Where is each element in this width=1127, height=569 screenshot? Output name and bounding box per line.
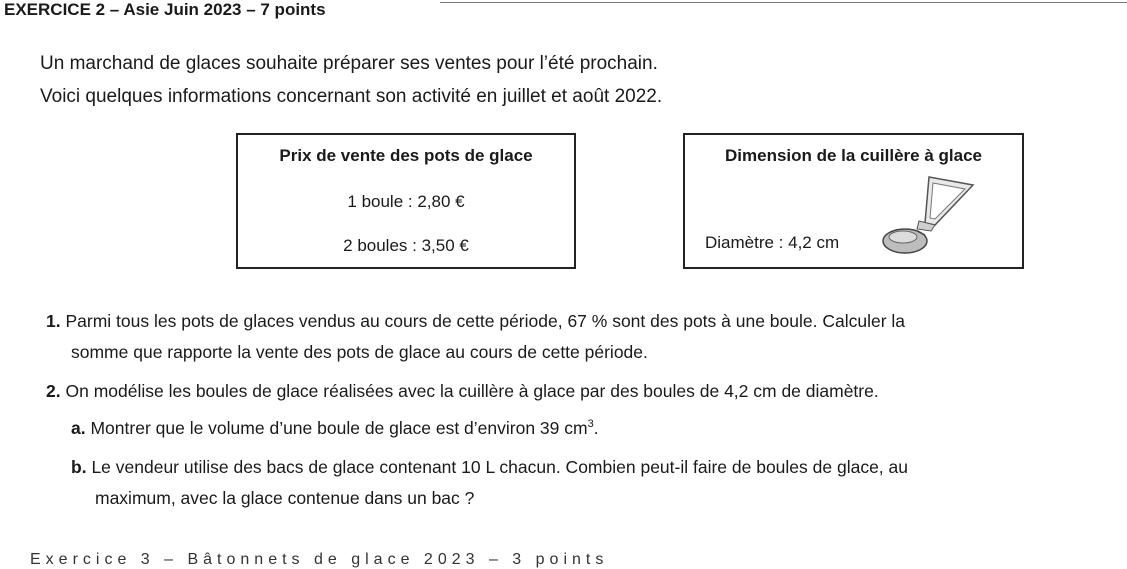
header-rule (440, 2, 1127, 3)
question-2-number: 2. (46, 381, 61, 401)
question-2a-exponent: 3 (587, 418, 594, 431)
question-2a (71, 418, 599, 439)
intro-line-2: Voici quelques informations concernant son activité en juillet et août 2022. (40, 86, 663, 107)
question-2b-continued: maximum, avec la glace contenue dans un bac ? (95, 488, 475, 508)
question-2a-end: . (593, 418, 599, 438)
ice-cream-scoop-icon (873, 173, 983, 259)
scoop-box-title: Dimension de la cuillère à glace (725, 146, 982, 165)
question-2 (46, 381, 879, 402)
question-1-text: Parmi tous les pots de glaces vendus au cours de cette période, 67 % sont des pots à une boule. Calculer la (65, 311, 906, 331)
next-exercise-cut-off (0, 551, 1127, 568)
question-2a-label: a. (71, 418, 86, 438)
question-2b-text: Le vendeur utilise des bacs de glace contenant 10 L chacun. Combien peut-il faire de boules de glace, au (91, 457, 908, 477)
question-2-text: On modélise les boules de glace réalisées avec la cuillère à glace par des boules de 4,2 cm de diamètre. (65, 381, 879, 401)
price-one-scoop: 1 boule : 2,80 € (347, 192, 465, 211)
next-exercise-title: Exercice 3 – Bâtonnets de glace 2023 – 3 points (30, 551, 609, 568)
price-two-scoops: 2 boules : 3,50 € (343, 236, 469, 255)
scoop-diameter: Diamètre : 4,2 cm (705, 233, 840, 252)
price-box (236, 133, 576, 269)
question-2b (71, 457, 908, 478)
question-2a-text: Montrer que le volume d’une boule de glace est d’environ 39 cm (90, 418, 588, 438)
question-1 (46, 311, 905, 332)
price-box-title: Prix de vente des pots de glace (279, 146, 533, 165)
scoop-box (683, 133, 1024, 269)
question-1-number: 1. (46, 311, 61, 331)
question-1-continued: somme que rapporte la vente des pots de glace au cours de cette période. (71, 342, 648, 362)
intro-line-1: Un marchand de glaces souhaite préparer ses ventes pour l’été prochain. (40, 53, 658, 74)
exercise-title: EXERCICE 2 – Asie Juin 2023 – 7 points (4, 0, 326, 19)
question-2b-label: b. (71, 457, 87, 477)
